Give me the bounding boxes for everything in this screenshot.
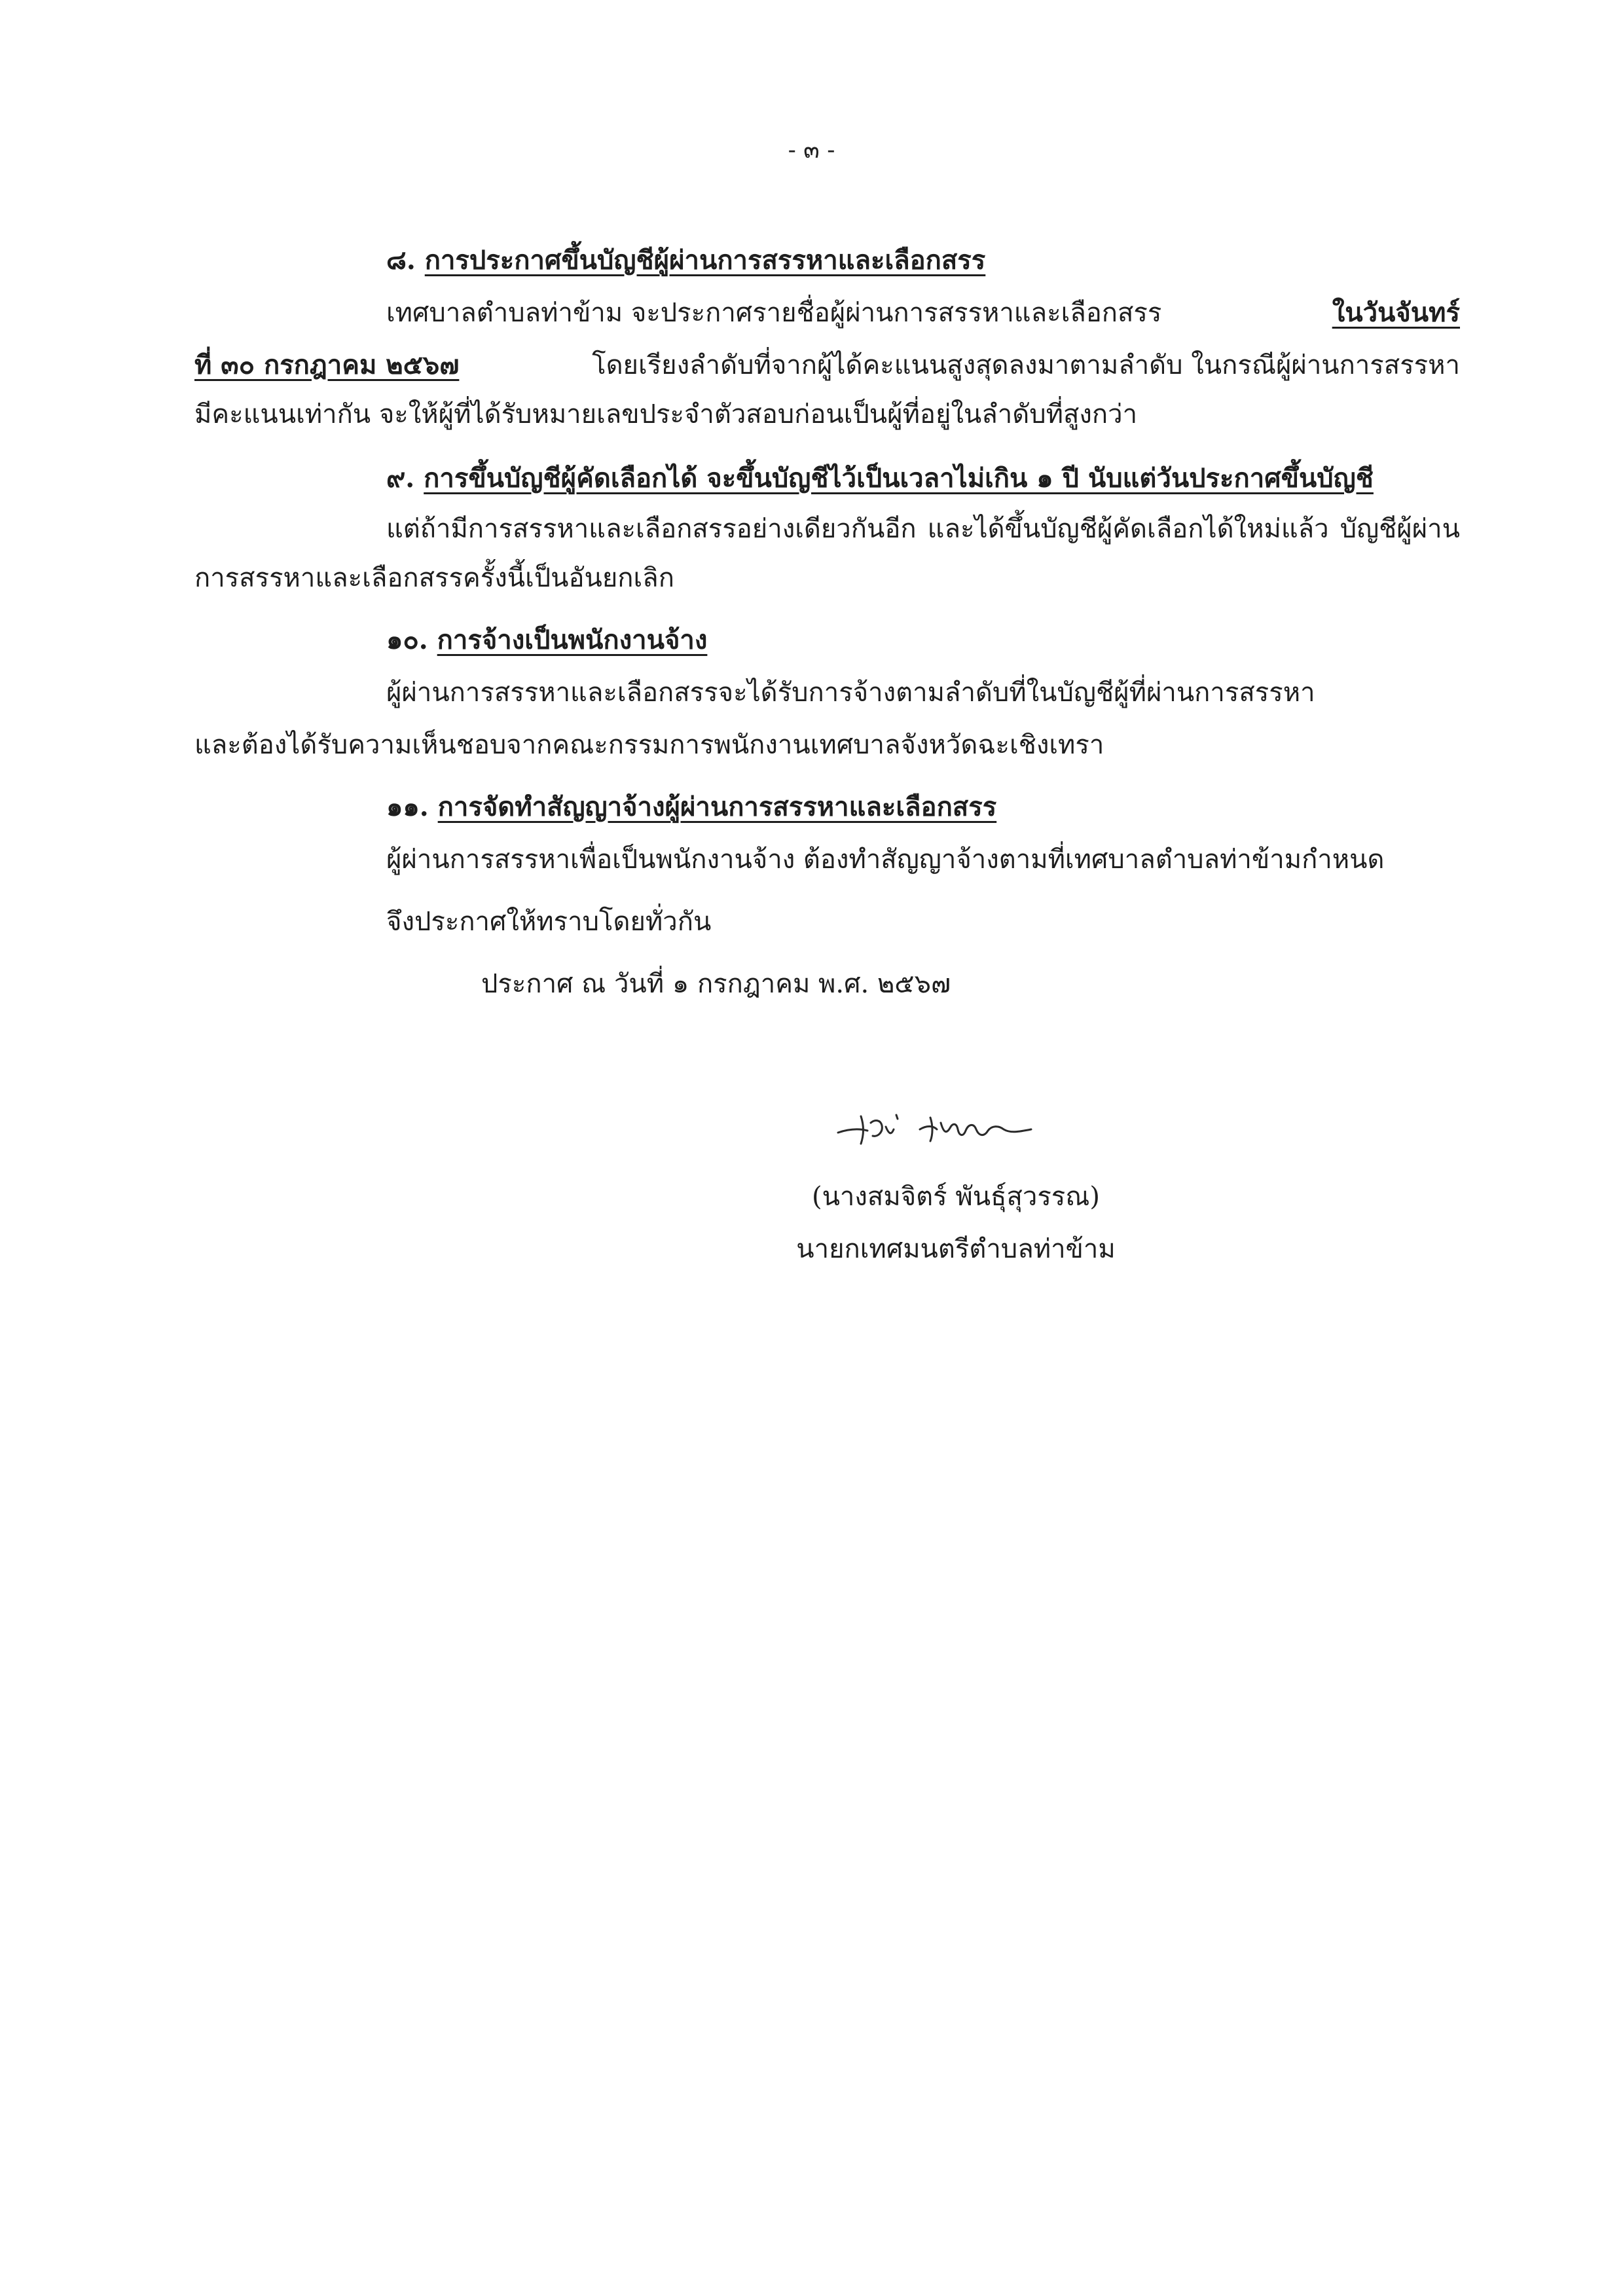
section-9-line-2: การสรรหาและเลือกสรรครั้งนี้เป็นอันยกเลิก: [194, 563, 674, 593]
section-8-heading: [386, 242, 985, 279]
section-9-line-1: แต่ถ้ามีการสรรหาและเลือกสรรอย่างเดียวกันอีก และได้ขึ้นบัญชีผู้คัดเลือกได้ใหม่แล้ว บัญชีผู้ผ่าน: [386, 514, 1460, 544]
section-10-number: ๑๐.: [386, 625, 428, 655]
section-10-line-1: ผู้ผ่านการสรรหาและเลือกสรรจะได้รับการจ้างตามลำดับที่ในบัญชีผู้ที่ผ่านการสรรหา: [386, 678, 1315, 708]
section-8-title: การประกาศขึ้นบัญชีผู้ผ่านการสรรหาและเลือกสรร: [424, 245, 986, 276]
section-10-title: การจ้างเป็นพนักงานจ้าง: [437, 625, 708, 655]
page-number: - ๓ -: [788, 137, 835, 164]
section-8-line-1: เทศบาลตำบลท่าข้าม จะประกาศรายชื่อผู้ผ่านการสรรหาและเลือกสรร ในวันจันทร์: [386, 297, 1460, 328]
section-9-title: การขึ้นบัญชีผู้คัดเลือกได้ จะขึ้นบัญชีไว้เป็นเวลาไม่เกิน ๑ ปี นับแต่วันประกาศขึ้นบัญชี: [424, 463, 1374, 494]
section-10-heading: [386, 622, 707, 659]
closing-statement: จึงประกาศให้ทราบโดยทั่วกัน: [386, 907, 712, 937]
section-9-number: ๙.: [386, 463, 415, 494]
section-8-line-3: มีคะแนนเท่ากัน จะให้ผู้ที่ได้รับหมายเลขประจำตัวสอบก่อนเป็นผู้ที่อยู่ในลำดับที่สูงกว่า: [194, 399, 1138, 429]
section-11-number: ๑๑.: [386, 792, 429, 822]
section-11-title: การจัดทำสัญญาจ้างผู้ผ่านการสรรหาและเลือกสรร: [437, 792, 997, 822]
signature-image: [835, 1103, 1044, 1156]
section-11-heading: [386, 789, 996, 826]
section-10-line-2: และต้องได้รับความเห็นชอบจากคณะกรรมการพนักงานเทศบาลจังหวัดฉะเชิงเทรา: [194, 730, 1104, 760]
signer-name: (นางสมจิตร์ พันธุ์สุวรรณ): [811, 1182, 1101, 1212]
signer-position: นายกเทศมนตรีตำบลท่าข้าม: [796, 1234, 1116, 1264]
section-8-line-2: ที่ ๓๐ กรกฎาคม ๒๕๖๗ โดยเรียงลำดับที่จากผู้ได้คะแนนสูงสุดลงมาตามลำดับ ในกรณีผู้ผ่านการสรรหา: [194, 350, 1460, 380]
section-9-heading: [386, 460, 1374, 497]
announcement-date: ประกาศ ณ วันที่ ๑ กรกฎาคม พ.ศ. ๒๕๖๗: [481, 969, 951, 999]
section-8-number: ๘.: [386, 245, 416, 276]
section-11-line-1: ผู้ผ่านการสรรหาเพื่อเป็นพนักงานจ้าง ต้องทำสัญญาจ้างตามที่เทศบาลตำบลท่าข้ามกำหนด: [386, 845, 1385, 875]
